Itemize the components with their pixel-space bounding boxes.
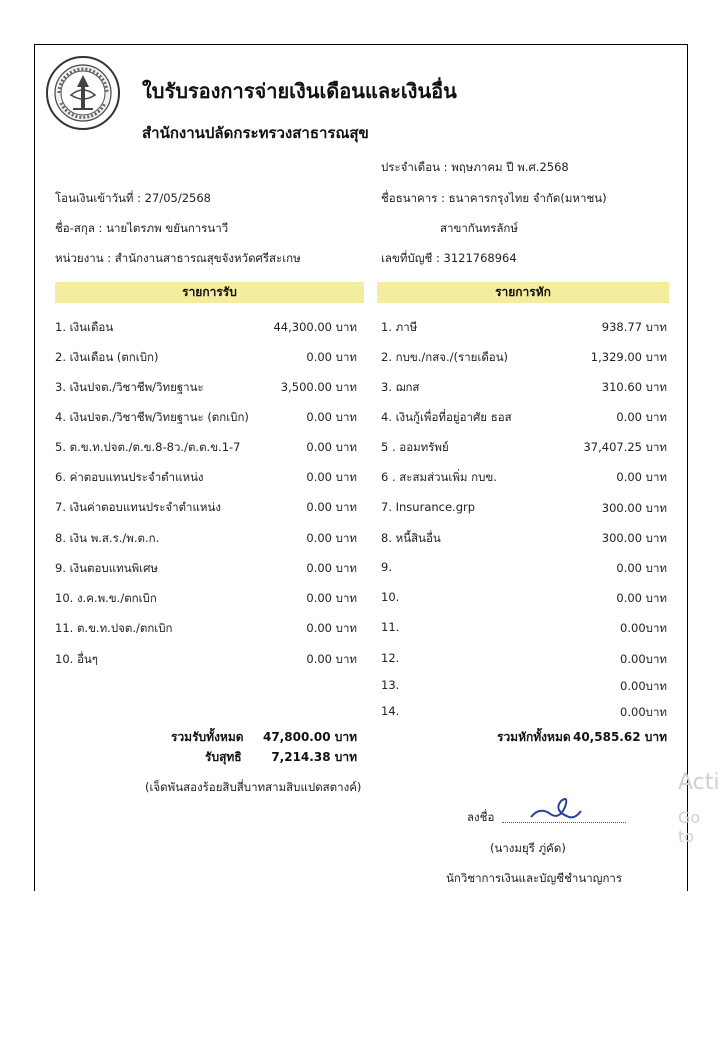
income-total-label: รวมรับทั้งหมด [171, 730, 244, 744]
income-item-label: 3. เงินปจต./วิชาชีพ/วิทยฐานะ [55, 380, 204, 394]
deduction-item-label: 14. [381, 704, 400, 718]
income-total: 47,800.00 บาท [262, 730, 357, 744]
deduction-item-amount: 0.00บาท [620, 652, 667, 666]
income-item-amount: 44,300.00 บาท [273, 320, 357, 334]
employee-name: ชื่อ-สกุล : นายไตรภพ ขยันการนาวี [55, 221, 229, 235]
deduction-item-amount: 938.77 บาท [601, 320, 667, 334]
deduction-total-label: รวมหักทั้งหมด [497, 730, 571, 744]
deduction-item-label: 4. เงินกู้เพื่อที่อยู่อาศัย ธอส [381, 410, 512, 424]
document-subtitle: สำนักงานปลัดกระทรวงสาธารณสุข [142, 124, 369, 142]
deduction-item-amount: 300.00 บาท [601, 531, 667, 545]
deduction-item-label: 10. [381, 590, 400, 604]
income-item-amount: 0.00 บาท [306, 531, 357, 545]
income-item-label: 8. เงิน พ.ส.ร./พ.ต.ก. [55, 531, 160, 545]
deduction-item-amount: 0.00บาท [620, 705, 667, 719]
deduction-item-label: 12. [381, 651, 400, 665]
deduction-item-amount: 0.00บาท [620, 679, 667, 693]
net-pay-label: รับสุทธิ [205, 750, 242, 764]
deduction-item-amount: 37,407.25 บาท [583, 440, 667, 454]
deduction-item-label: 8. หนี้สินอื่น [381, 531, 441, 545]
deduction-item-amount: 310.60 บาท [601, 380, 667, 394]
bank-branch: สาขากันทรลักษ์ [440, 221, 518, 235]
deduction-item-label: 3. ฌกส [381, 380, 420, 394]
deduction-item-amount: 0.00 บาท [616, 561, 667, 575]
activation-watermark-sub: Go to [678, 808, 701, 846]
deduction-item-label: 7. Insurance.grp [381, 500, 476, 514]
income-item-amount: 0.00 บาท [306, 621, 357, 635]
income-header: รายการรับ [55, 282, 364, 303]
income-item-amount: 0.00 บาท [306, 500, 357, 514]
signature-scribble-icon [525, 787, 585, 827]
deduction-item-label: 1. ภาษี [381, 320, 418, 334]
document-title: ใบรับรองการจ่ายเงินเดือนและเงินอื่น [142, 79, 457, 103]
agency: หน่วยงาน : สำนักงานสาธารณสุขจังหวัดศรีสะเกษ [55, 251, 301, 265]
income-item-label: 2. เงินเดือน (ตกเบิก) [55, 350, 159, 364]
deduction-item-label: 5 . ออมทรัพย์ [381, 440, 449, 454]
net-pay: 7,214.38 บาท [271, 750, 357, 764]
income-item-label: 10. ง.ค.พ.ข./ตกเบิก [55, 591, 157, 605]
ministry-seal-icon [45, 55, 121, 131]
income-item-label: 11. ต.ข.ท.ปจต./ตกเบิก [55, 621, 173, 635]
income-item-amount: 0.00 บาท [306, 440, 357, 454]
income-item-amount: 0.00 บาท [306, 410, 357, 424]
deduction-item-label: 2. กบข./กสจ./(รายเดือน) [381, 350, 509, 364]
deduction-item-label: 11. [381, 620, 400, 634]
net-pay-words: (เจ็ดพันสองร้อยสิบสี่บาทสามสิบแปดสตางค์) [145, 780, 362, 794]
bank-name: ชื่อธนาคาร : ธนาคารกรุงไทย จำกัด(มหาชน) [381, 191, 607, 205]
income-item-label: 1. เงินเดือน [55, 320, 114, 334]
deduction-item-label: 13. [381, 678, 400, 692]
income-item-amount: 3,500.00 บาท [280, 380, 357, 394]
deduction-total: 40,585.62 บาท [572, 730, 667, 744]
income-item-amount: 0.00 บาท [306, 652, 357, 666]
income-item-amount: 0.00 บาท [306, 350, 357, 364]
salary-certificate [34, 44, 688, 891]
income-item-amount: 0.00 บาท [306, 591, 357, 605]
income-item-label: 6. ค่าตอบแทนประจำตำแหน่ง [55, 470, 204, 484]
income-item-label: 7. เงินค่าตอบแทนประจำตำแหน่ง [55, 500, 221, 514]
sign-label: ลงชื่อ [467, 810, 495, 824]
account-number: เลขที่บัญชี : 3121768964 [381, 251, 517, 265]
income-item-label: 4. เงินปจต./วิชาชีพ/วิทยฐานะ (ตกเบิก) [55, 410, 249, 424]
deduction-item-amount: 0.00 บาท [616, 410, 667, 424]
deduction-item-amount: 0.00 บาท [616, 591, 667, 605]
income-item-label: 10. อื่นๆ [55, 652, 98, 666]
pay-month: ประจำเดือน : พฤษภาคม ปี พ.ศ.2568 [381, 160, 569, 174]
deductions-header: รายการหัก [377, 282, 669, 303]
activation-watermark: Acti [678, 770, 720, 795]
income-item-amount: 0.00 บาท [306, 470, 357, 484]
income-item-label: 5. ต.ข.ท.ปจต./ต.ข.8-8ว./ต.ต.ข.1-7 [55, 440, 241, 454]
deduction-item-label: 6 . สะสมส่วนเพิ่ม กบข. [381, 470, 497, 484]
deduction-item-amount: 1,329.00 บาท [590, 350, 667, 364]
signer-name: (นางมยุรี ภู่คัด) [490, 841, 566, 855]
transfer-date: โอนเงินเข้าวันที่ : 27/05/2568 [55, 191, 211, 205]
deduction-item-label: 9. [381, 560, 392, 574]
deduction-item-amount: 0.00 บาท [616, 470, 667, 484]
signer-position: นักวิชาการเงินและบัญชีชำนาญการ [446, 871, 623, 885]
income-item-label: 9. เงินตอบแทนพิเศษ [55, 561, 158, 575]
deduction-item-amount: 0.00บาท [620, 621, 667, 635]
income-item-amount: 0.00 บาท [306, 561, 357, 575]
deduction-item-amount: 300.00 บาท [601, 501, 667, 515]
